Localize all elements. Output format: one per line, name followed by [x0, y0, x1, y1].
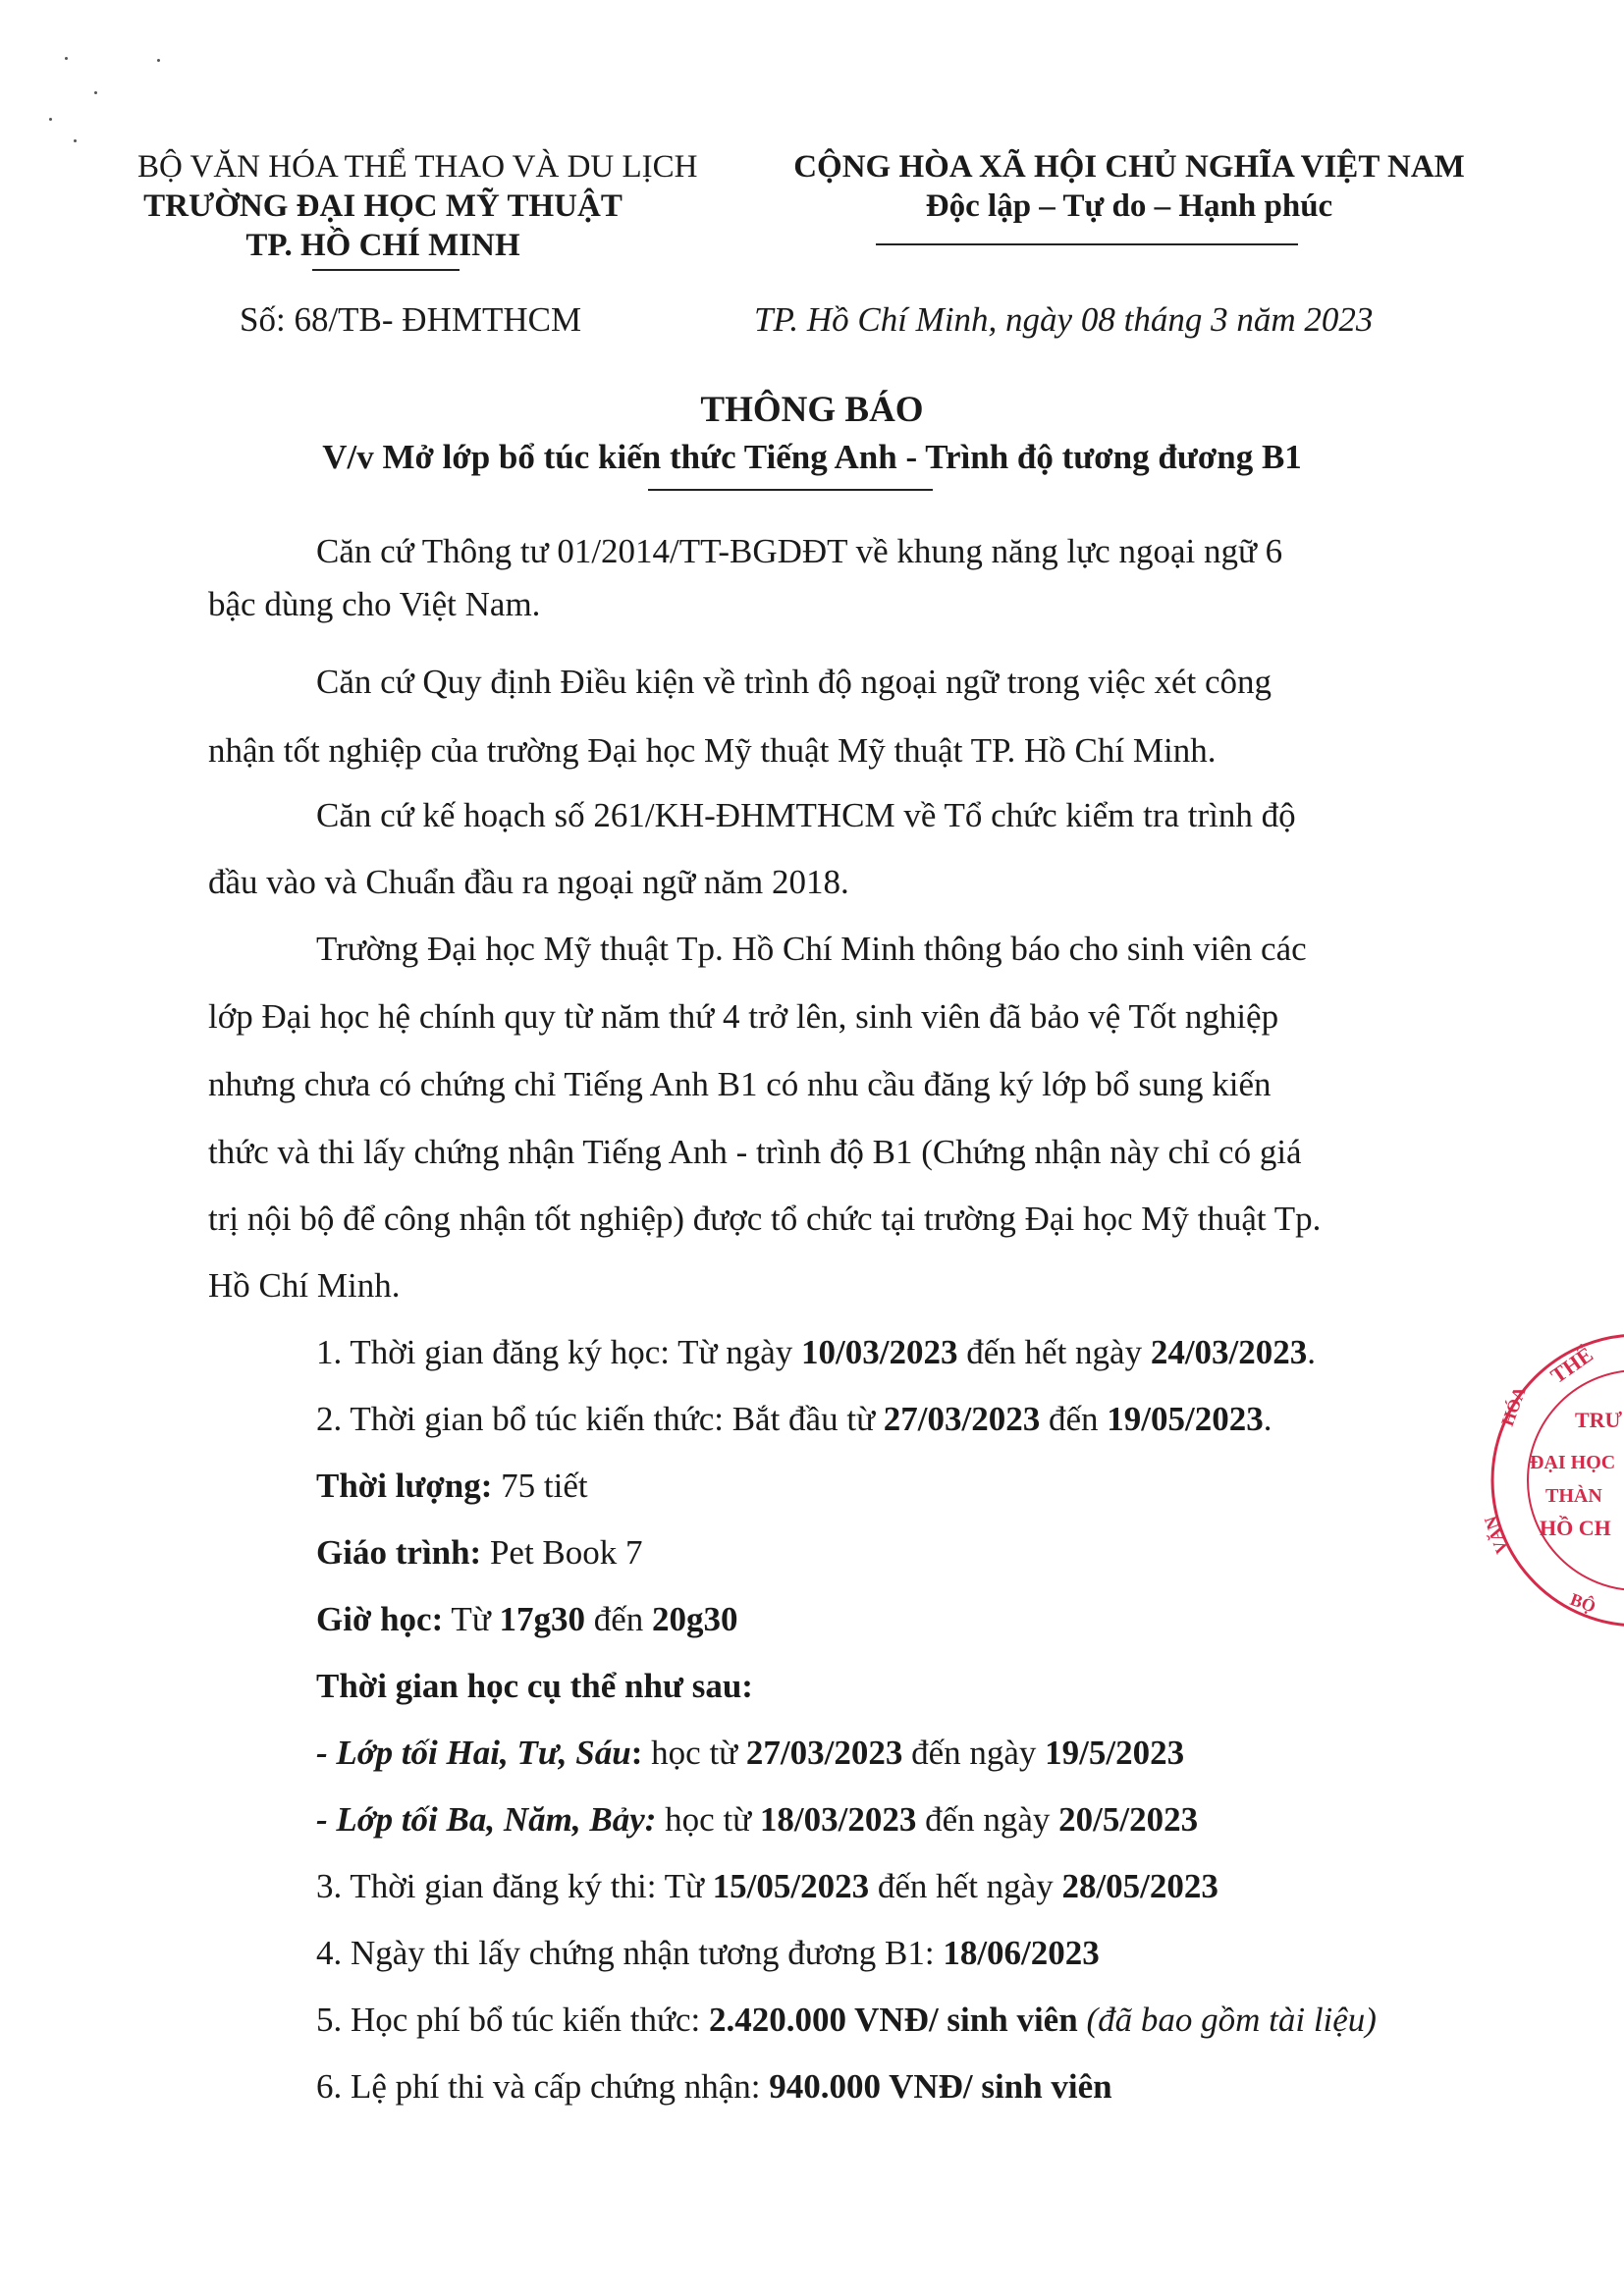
paragraph-line: Căn cứ Quy định Điều kiện về trình độ ngoại ngữ trong việc xét công: [316, 663, 1272, 701]
scan-speck: [157, 59, 160, 62]
paragraph-line: thức và thi lấy chứng nhận Tiếng Anh - trình độ B1 (Chứng nhận này chỉ có giá: [208, 1133, 1302, 1171]
item-registration-period: 1. Thời gian đăng ký học: Từ ngày 10/03/2023 đến hết ngày 24/03/2023.: [316, 1333, 1317, 1371]
item-class-mon-wed-fri: - Lớp tối Hai, Tư, Sáu: học từ 27/03/2023 đến ngày 19/5/2023: [316, 1734, 1185, 1772]
place-date: TP. Hồ Chí Minh, ngày 08 tháng 3 năm 2023: [754, 300, 1374, 339]
seal-text: ĐẠI HỌC: [1530, 1452, 1616, 1473]
item-class-hours: Giờ học: Từ 17g30 đến 20g30: [316, 1600, 738, 1638]
seal-text: VĂN: [1480, 1513, 1512, 1557]
header-left: [137, 147, 698, 265]
seal-text: THÀN: [1545, 1485, 1602, 1507]
paragraph-line: Căn cứ kế hoạch số 261/KH-ĐHMTHCM về Tổ chức kiểm tra trình độ: [316, 796, 1296, 834]
country-name: CỘNG HÒA XÃ HỘI CHỦ NGHĨA VIỆT NAM: [793, 149, 1465, 185]
paragraph-line: nhưng chưa có chứng chỉ Tiếng Anh B1 có nhu cầu đăng ký lớp bổ sung kiến: [208, 1065, 1272, 1103]
item-course-period: 2. Thời gian bổ túc kiến thức: Bắt đầu từ 27/03/2023 đến 19/05/2023.: [316, 1400, 1272, 1438]
scan-speck: [94, 91, 97, 94]
item-tuition-fee: 5. Học phí bổ túc kiến thức: 2.420.000 VNĐ/ sinh viên (đã bao gồm tài liệu): [316, 2001, 1377, 2039]
subtitle-underline: [648, 489, 933, 491]
university-name: TRƯỜNG ĐẠI HỌC MỸ THUẬT: [143, 188, 623, 224]
header-right: [766, 147, 1492, 226]
schedule-heading: Thời gian học cụ thể như sau:: [316, 1667, 753, 1705]
ministry-name: BỘ VĂN HÓA THỂ THAO VÀ DU LỊCH: [137, 149, 698, 185]
seal-inner-ring: [1528, 1370, 1624, 1590]
paragraph-line: Trường Đại học Mỹ thuật Tp. Hồ Chí Minh thông báo cho sinh viên các: [316, 930, 1307, 968]
seal-text: TRƯ: [1575, 1408, 1623, 1432]
item-duration: Thời lượng: 75 tiết: [316, 1467, 588, 1505]
document-number: Số: 68/TB- ĐHMTHCM: [240, 300, 582, 339]
scan-speck: [65, 57, 68, 60]
document-subtitle: V/v Mở lớp bổ túc kiến thức Tiếng Anh - Trình độ tương đương B1: [322, 438, 1302, 476]
item-textbook: Giáo trình: Pet Book 7: [316, 1533, 643, 1572]
item-exam-registration: 3. Thời gian đăng ký thi: Từ 15/05/2023 đến hết ngày 28/05/2023: [316, 1867, 1218, 1905]
university-city: TP. HỒ CHÍ MINH: [245, 228, 520, 263]
paragraph-line: bậc dùng cho Việt Nam.: [208, 585, 541, 623]
scan-speck: [49, 118, 52, 121]
paragraph-line: Hồ Chí Minh.: [208, 1266, 401, 1305]
item-exam-fee: 6. Lệ phí thi và cấp chứng nhận: 940.000 VNĐ/ sinh viên: [316, 2067, 1112, 2106]
seal-text: HÓA: [1496, 1383, 1530, 1429]
seal-text: THỂ: [1545, 1341, 1597, 1389]
paragraph-line: nhận tốt nghiệp của trường Đại học Mỹ thuật Mỹ thuật TP. Hồ Chí Minh.: [208, 731, 1217, 770]
paragraph-line: trị nội bộ để công nhận tốt nghiệp) được tổ chức tại trường Đại học Mỹ thuật Tp.: [208, 1200, 1322, 1238]
paragraph-line: Căn cứ Thông tư 01/2014/TT-BGDĐT về khung năng lực ngoại ngữ 6: [316, 532, 1283, 570]
national-motto: Độc lập – Tự do – Hạnh phúc: [925, 188, 1333, 224]
paragraph-line: lớp Đại học hệ chính quy từ năm thứ 4 trở lên, sinh viên đã bảo vệ Tốt nghiệp: [208, 997, 1279, 1036]
header-right-underline: [876, 243, 1298, 245]
header-left-underline: [312, 269, 460, 271]
paragraph-line: đầu vào và Chuẩn đầu ra ngoại ngữ năm 2018.: [208, 863, 849, 901]
item-class-tue-thu-sat: - Lớp tối Ba, Năm, Bảy: học từ 18/03/2023 đến ngày 20/5/2023: [316, 1800, 1199, 1839]
item-exam-date: 4. Ngày thi lấy chứng nhận tương đương B1: 18/06/2023: [316, 1934, 1100, 1972]
seal-text: BỘ: [1567, 1588, 1598, 1617]
seal-text: HỒ CH: [1540, 1516, 1611, 1540]
scan-speck: [74, 139, 77, 142]
official-seal-stamp: [1480, 1333, 1624, 1628]
document-title: THÔNG BÁO: [700, 390, 924, 430]
